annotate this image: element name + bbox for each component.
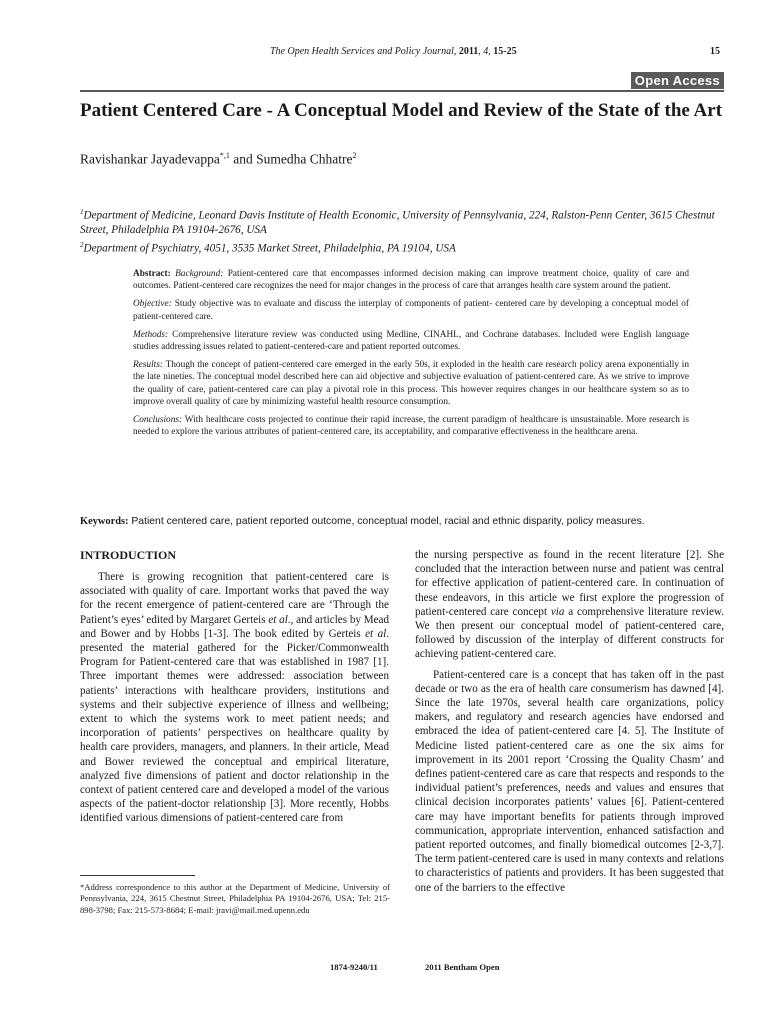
abstract-background: Abstract: Background: Patient-centered care that encompasses informed decision making can improve treatment choice, quality of care and outcomes. Patient-centered care recognizes the need for major changes in the process of care that arranges health care system around the patient. [133, 269, 689, 292]
keywords: Keywords: Patient centered care, patient reported outcome, conceptual model, racial and ethnic disparity, policy measures. [80, 516, 645, 527]
body-column-left [80, 570, 389, 826]
author-list: Ravishankar Jayadevappa$^{*,1}$ and Sumedha Chhatre$^2$ [80, 151, 357, 167]
affiliation-2: $^2$Department of Psychiatry, 4051, 3535 Market Street, Philadelphia, PA 19104, USA [80, 241, 456, 255]
body-paragraph: the nursing perspective as found in the recent literature [2]. She concluded that the interaction between nurse and patient was central for effective application of patient-centered care. In continuation of these endeavors, in this article we first explore the progression of patient-centered care concept via a comprehensive literature review. We then present our conceptual model of patient-centered care, followed by discussion of the interplay of different constructs for achieving patient-centered care. [415, 549, 724, 661]
section-heading-introduction: INTRODUCTION [80, 548, 177, 562]
paper-title: Patient Centered Care - A Conceptual Model and Review of the State of the Art [80, 100, 723, 121]
abstract-conclusions: Conclusions: With healthcare costs projected to continue their rapid increase, the current paradigm of healthcare is unsustainable. More research is needed to explore the various attributes of patient-centered care, its acceptability, and comparative effectiveness in the healthcare arena. [133, 415, 689, 438]
body-column-right [415, 548, 724, 895]
footnote-rule [80, 875, 195, 876]
header-rule [80, 90, 724, 92]
abstract-methods: Methods: Comprehensive literature review was conducted using Medline, CINAHL, and Cochrane databases. Included were English language studies addressing issues related to patient-centered-care and patient reported outcomes. [133, 329, 689, 353]
abstract-results: Results: Though the concept of patient-centered care emerged in the early 50s, it exploded in the health care research policy arena exponentially in the late nineties. The conceptual model described here can aid objective and subjective evaluation of patient-centered care. As we strive to improve the quality of care, patient-centered care can play a pivotal role in this process. This however requires changes in our healthcare system so as to improve overall quality of care by minimizing wasteful health resource consumption. [133, 360, 689, 407]
author-name: Ravishankar Jayadevappa [80, 151, 220, 167]
journal-citation: The Open Health Services and Policy Journal, 2011, 4, 15-25 [270, 46, 517, 57]
body-paragraph: There is growing recognition that patient-centered care is associated with quality of care. Important works that paved the way for the recent emergence of patient-centered care are ‘Through the Patient’s eyes’ edited by Margaret Gerteis et al., and articles by Mead and Bower and by Hobbs [1-3]. The book edited by Gerteis et al. presented the material gathered for the Picker/Commonwealth Program for Patient-centered care that was established in 1987 [1]. Three important themes were addressed: association between patients’ interactions with healthcare providers, institutions and systems and their subjective experience of illness and wellbeing; extent to which the systems work to meet patient needs; and incorporation of patients’ perspectives on healthcare quality by health care providers, managers, and planners. In their article, Mead and Bower reviewed the conceptual and empirical literature, analyzed five dimensions of patient and doctor relationship in the context of patient centered care and developed a model of the various aspects of the patient-doctor relationship [3]. More recently, Hobbs identified various dimensions of patient-centered care from [80, 571, 389, 825]
page-number: 15 [710, 46, 720, 57]
author-name: Sumedha Chhatre [256, 151, 353, 167]
affiliation-1: $^1$Department of Medicine, Leonard Davis Institute of Health Economic, University of Pennsylvania, 224, Ralston-Penn Center, 3615 Chestnut Street, Philadelphia PA 19104-2676, USA [80, 208, 715, 236]
publisher: 2011 Bentham Open [425, 962, 500, 972]
open-access-badge: Open Access [631, 72, 724, 89]
correspondence-footnote: *Address correspondence to this author at the Department of Medicine, University of Pennsylvania, 224, 3615 Chestnut Street, Philadelphia PA 19104-2676, USA; Tel: 215-898-3798; Fax: 215-573-8684; E-mail: jravi@mail.med.upenn.edu [80, 882, 390, 915]
body-paragraph: Patient-centered care is a concept that has taken off in the past decade or two as the era of health care consumerism has dawned [4]. Since the late 1970s, several health care organizations, policy makers, and regulatory and research agencies have endorsed and embraced the idea of patient-centered care [4. 5]. The Institute of Medicine listed patient-centered care as one the six aims for improvement in its 2001 report ‘Crossing the Quality Chasm’ and defines patient-centered care as care that respects and responds to the individual patient’s preferences, needs and values and ensures that clinical decision incorporates patients’ values [6]. Patient-centered care may have important benefits for patients through improved communication, appropriate intervention, enhanced satisfaction and patient reported outcomes, and finally biomedical outcomes [2-3,7]. The term patient-centered care is used in many contexts and relations to characteristics of patients and providers. It has been suggested that one of the barriers to the effective [415, 668, 724, 894]
issn: 1874-9240/11 [330, 962, 378, 972]
abstract-objective: Objective: Study objective was to evaluate and discuss the interplay of components of patient- centered care by developing a conceptual model of patient-centered care. [133, 299, 689, 322]
abstract [133, 268, 689, 444]
